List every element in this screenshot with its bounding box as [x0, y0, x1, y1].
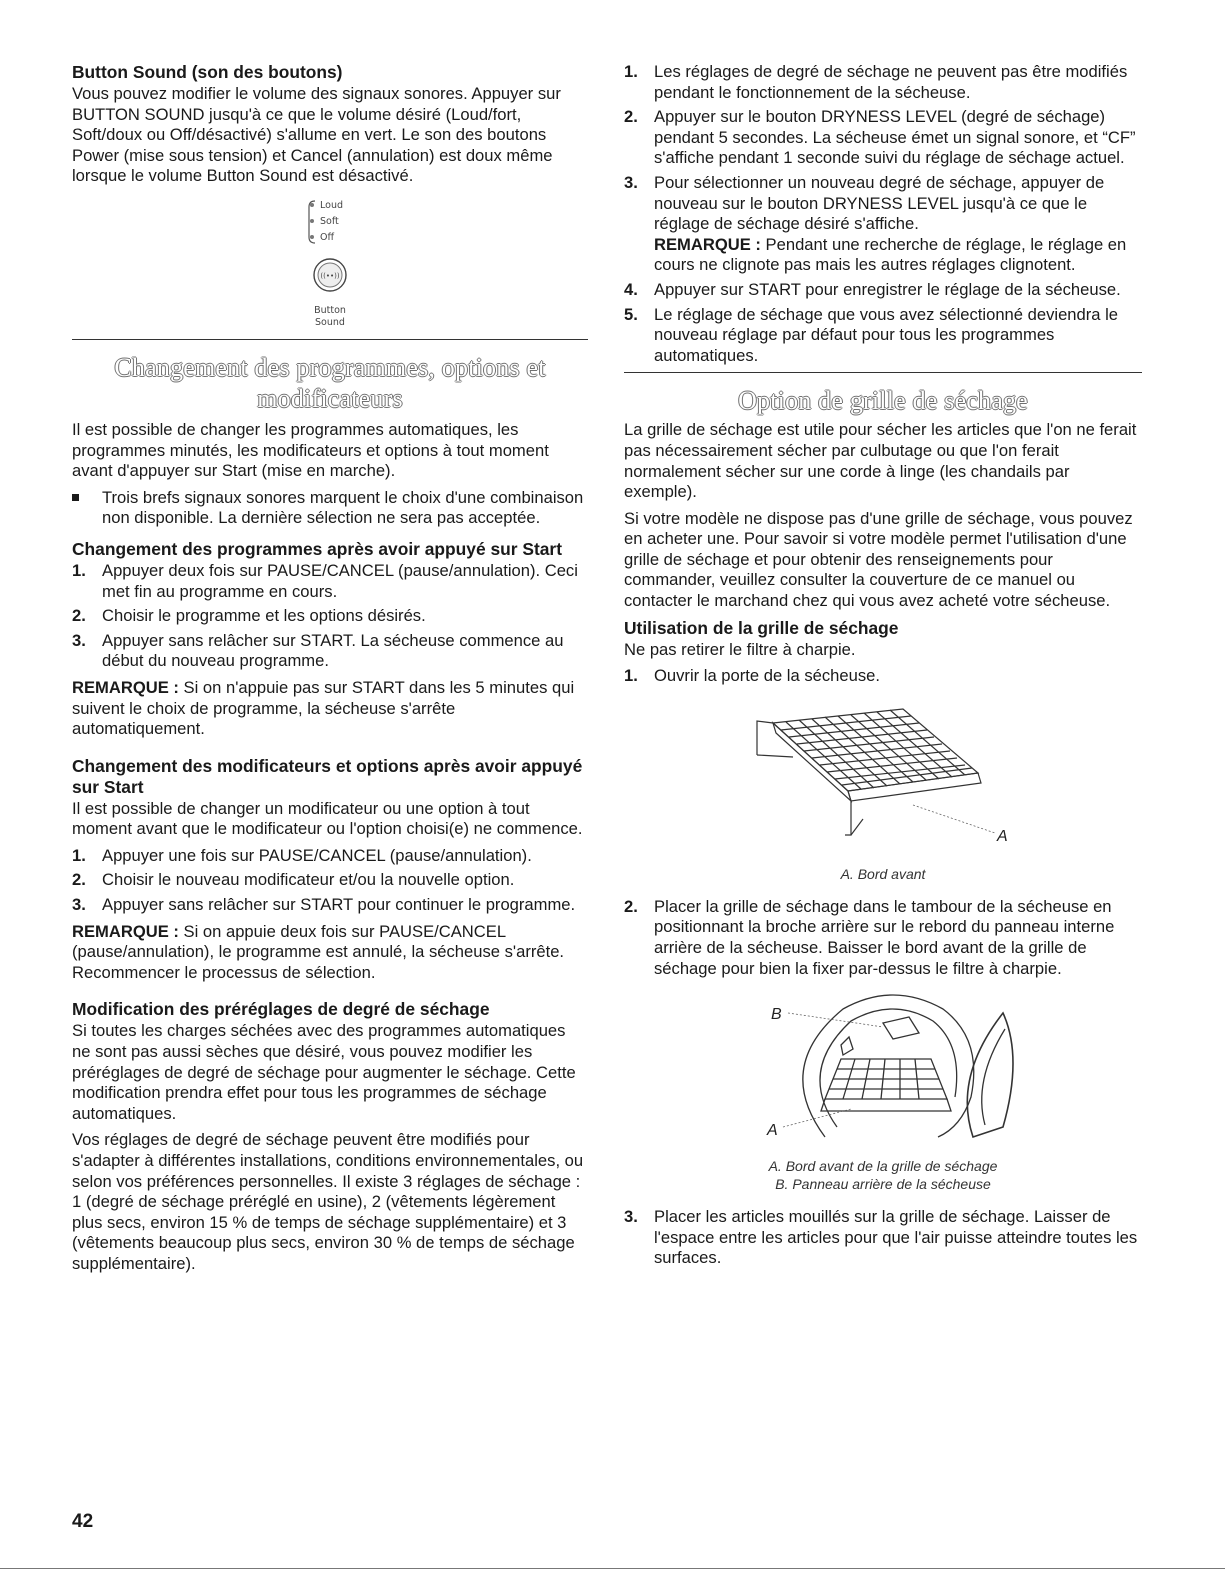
list-item: 2. Placer la grille de séchage dans le tambour de la sécheuse en positionnant la broche arrière sur le rebord du panneau interne arrière de la sécheuse. Baisser le bord avant de la grille de séchage pour bien la fixer par-dessus le filtre à charpie. [624, 896, 1115, 978]
bullet-square-icon [72, 494, 79, 501]
right-column [624, 62, 1142, 1275]
fig2-label-a: A [767, 1122, 778, 1140]
list-item: 3. Pour sélectionner un nouveau degré de séchage, appuyer de nouveau sur le bouton DRYNESS LEVEL jusqu'à ce que le réglage de séchage désiré s'affiche. REMARQUE : Pendant une recherche de réglage, le réglage en cours ne clignote pas mais les autres réglages clignotent. [624, 172, 1127, 275]
fig2-caption-b: B. Panneau arrière de la sécheuse [775, 1176, 991, 1193]
list-item: 3. Appuyer sans relâcher sur START pour continuer le programme. [72, 895, 576, 915]
button-sound-icon [285, 193, 375, 333]
list-item: 4. Appuyer sur START pour enregistrer le réglage de la sécheuse. [624, 279, 1121, 299]
fig1-caption: A. Bord avant [840, 865, 926, 882]
list-item: 1. Ouvrir la porte de la sécheuse. [624, 666, 880, 686]
list-item: 1. Appuyer une fois sur PAUSE/CANCEL (pause/annulation). [72, 845, 532, 865]
fig1-label-a: A [997, 827, 1008, 845]
rack-in-drum-illustration [733, 987, 1033, 1157]
list-item: 1. Appuyer deux fois sur PAUSE/CANCEL (pause/annulation). Ceci met fin au programme en cours. [72, 560, 578, 601]
list-item: 2. Choisir le programme et les options désirés. [72, 606, 426, 626]
presets-p2: Vos réglages de degré de séchage peuvent être modifiés pour s'adapter à différentes installations, conditions environnementales, ou selon vos préférences personnelles. Il existe 3 réglages de séchage : 1 (degré de séchage préréglé en usine), 2 (vêtements légèrement plus secs, environ 15 % de temps de séchage supplémentaire) et 3 (vêtements beaucoup plus secs, environ 30 % de temps de séchage supplémentaire). [72, 1130, 584, 1273]
level-soft-label: Soft [320, 215, 339, 227]
svg-text:((••)): ((••)) [320, 271, 340, 280]
button-sound-heading: Button Sound (son des boutons) [72, 62, 343, 82]
button-sound-text: Vous pouvez modifier le volume des signaux sonores. Appuyer sur BUTTON SOUND jusqu'à ce que le volume désiré (Loud/fort, Soft/doux ou Off/désactivé) s'allume en vert. Le son des boutons Power (mise sous tension) et Cancel (annulation) est doux même lorsque le volume Button Sound est désactivé. [72, 84, 561, 186]
presets-p1: Si toutes les charges séchées avec des programmes automatiques ne sont pas aussi sèches que désiré, vous pouvez modifier les préréglages de degré de séchage pour augmenter le séchage. Cette modification prendra effet pour tous les programmes de séchage automatiques. [72, 1021, 576, 1123]
level-loud-label: Loud [320, 199, 343, 211]
divider [624, 372, 1142, 373]
after-start-heading: Changement des programmes après avoir appuyé sur Start [72, 538, 562, 559]
divider [72, 339, 588, 340]
rack-usage-heading: Utilisation de la grille de séchage [624, 617, 899, 638]
after-start-note: REMARQUE : Si on n'appuie pas sur START dans les 5 minutes qui suivent le choix de programme, la sécheuse s'arrête automatiquement. [72, 677, 575, 739]
rack-step3-list [624, 1207, 1142, 1269]
changes-section-title [72, 352, 588, 414]
modifiers-intro: Il est possible de changer un modificateur ou une option à tout moment avant que le modificateur ou l'option choisi(e) ne commence. [72, 798, 583, 839]
bullet-text: Trois brefs signaux sonores marquent le choix d'une combinaison non disponible. La dernière sélection ne sera pas acceptée. [102, 487, 584, 528]
page-number: 42 [72, 1511, 94, 1532]
rack-step1-list [624, 666, 1142, 687]
list-item [72, 488, 588, 529]
left-column [72, 62, 588, 1281]
changes-title-line1: Changement des programmes, options et [114, 352, 546, 382]
drying-rack-illustration [733, 695, 1033, 865]
modifiers-heading: Changement des modificateurs et options après avoir appuyé sur Start [72, 755, 583, 797]
list-item: 3. Appuyer sans relâcher sur START. La sécheuse commence au début du nouveau programme. [72, 630, 564, 671]
fig2-label-b: B [771, 1006, 782, 1024]
after-start-steps [72, 561, 588, 672]
rack-step2-list [624, 897, 1142, 979]
sound-label: Sound [315, 316, 345, 328]
rack-p1: La grille de séchage est utile pour sécher les articles que l'on ne ferait pas nécessairement sécher par culbutage ou que l'on ferait normalement sécher sur une corde à linge (les chandails par exemple). [624, 420, 1137, 502]
list-item: 5. Le réglage de séchage que vous avez sélectionné deviendra le nouveau réglage par défaut pour tous les programmes automatiques. [624, 304, 1119, 365]
changes-title-line2: modificateurs [257, 383, 403, 413]
changes-intro: Il est possible de changer les programmes automatiques, les programmes minutés, les modificateurs et options à tout moment avant d'appuyer sur Start (mise en marche). [72, 419, 549, 481]
level-off-label: Off [320, 231, 335, 243]
fig2-caption-a: A. Bord avant de la grille de séchage [768, 1158, 998, 1175]
rack-p2: Si votre modèle ne dispose pas d'une grille de séchage, vous pouvez en acheter une. Pour savoir si votre modèle permet l'utilisation d'une grille de séchage et pour obtenir des renseignements pour commander, veuillez consulter la couverture de ce manuel ou contacter le marchand chez qui vous avez acheté votre sécheuse. [624, 508, 1133, 611]
list-item: 1. Les réglages de degré de séchage ne peuvent pas être modifiés pendant le fonctionnement de la sécheuse. [624, 62, 1128, 102]
rack-section-title: Option de grille de séchage [738, 386, 1028, 416]
page-bottom-rule [0, 1568, 1225, 1569]
modifiers-steps [72, 846, 588, 916]
presets-heading: Modification des préréglages de degré de séchage [72, 999, 490, 1020]
list-item: 2. Appuyer sur le bouton DRYNESS LEVEL (degré de séchage) pendant 5 secondes. La sécheuse émet un signal sonore, et “CF” s'affiche pendant 1 seconde suivi du réglage de séchage actuel. [624, 107, 1136, 168]
list-item: 2. Choisir le nouveau modificateur et/ou la nouvelle option. [72, 870, 515, 890]
dryness-steps [624, 62, 1142, 366]
rack-usage-text: Ne pas retirer le filtre à charpie. [624, 639, 856, 659]
button-label: Button [314, 304, 346, 316]
changes-bullets [72, 488, 588, 529]
modifiers-note: REMARQUE : Si on appuie deux fois sur PAUSE/CANCEL (pause/annulation), le programme est annulé, la sécheuse s'arrête. Recommencer le processus de sélection. [72, 921, 565, 982]
list-item: 3. Placer les articles mouillés sur la grille de séchage. Laisser de l'espace entre les articles pour que l'air puisse atteindre toutes les surfaces. [624, 1207, 1138, 1268]
